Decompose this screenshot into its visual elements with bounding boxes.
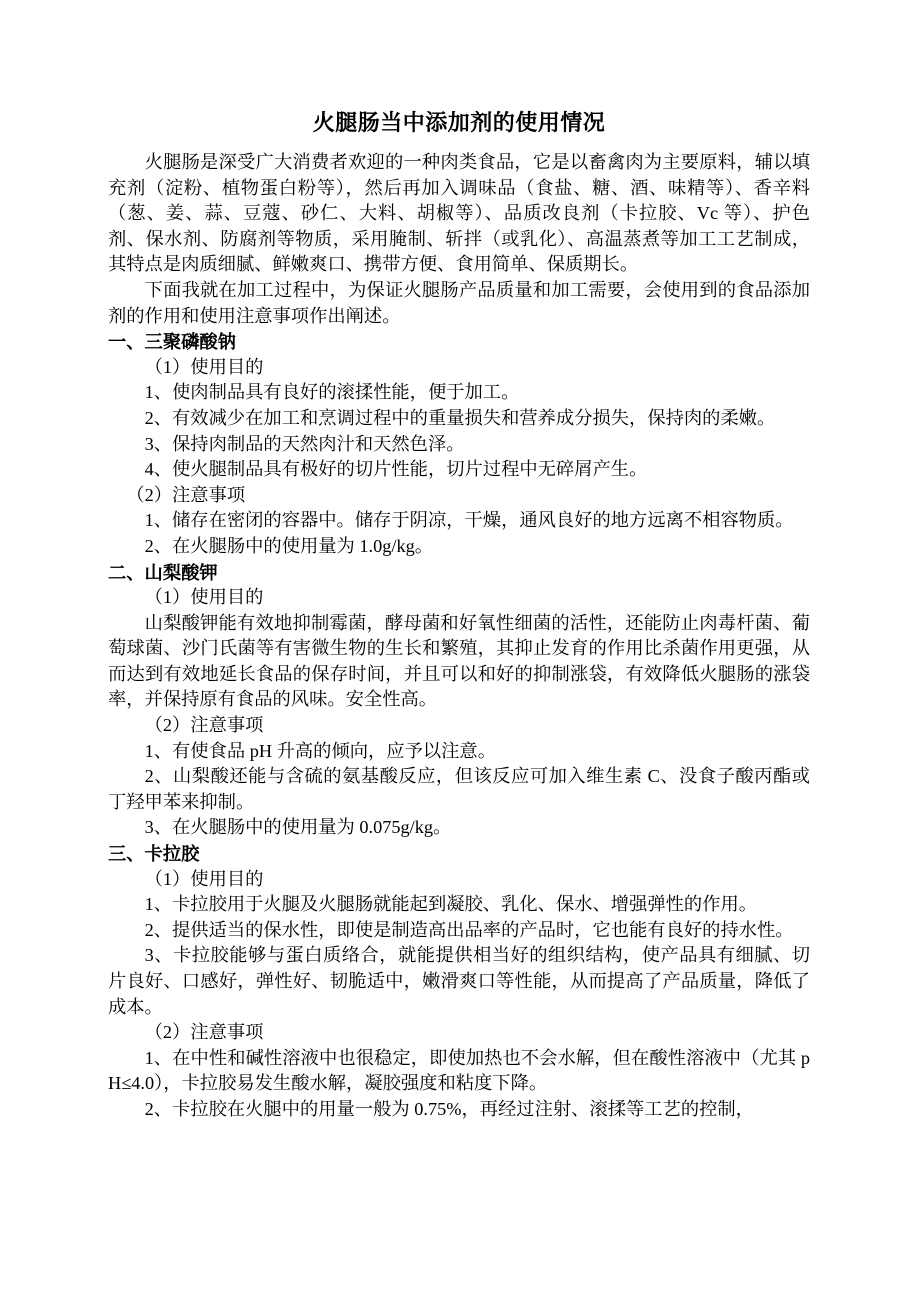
purpose-paragraph: 山梨酸钾能有效地抑制霉菌，酵母菌和好氧性细菌的活性，还能防止肉毒杆菌、葡萄球菌、沙门氏菌等有害微生物的生长和繁殖，其抑止发育的作用比杀菌作用更强，从而达到有效地延长食品的保存时间，并且可以和好的抑制涨袋，有效降低火腿肠的涨袋率，并保持原有食品的风味。安全性高。 [108, 612, 810, 710]
list-item: 2、山梨酸还能与含硫的氨基酸反应，但该反应可加入维生素 C、没食子酸丙酯或丁羟甲苯来抑制。 [108, 766, 810, 812]
subsection-notes-label: （2）注意事项 [144, 715, 264, 736]
list-item: 2、有效减少在加工和烹调过程中的重量损失和营养成分损失，保持肉的柔嫩。 [144, 407, 776, 428]
list-item: 2、提供适当的保水性，即使是制造高出品率的产品时，它也能有良好的持水性。 [144, 919, 794, 940]
intro-paragraph-1: 火腿肠是深受广大消费者欢迎的一种肉类食品，它是以畜禽肉为主要原料，辅以填充剂（淀粉、植物蛋白粉等），然后再加入调味品（食盐、糖、酒、味精等）、香辛料（葱、姜、蒜、豆蔻、砂仁、大料、胡椒等）、品质改良剂（卡拉胶、Vc 等）、护色剂、保水剂、防腐剂等物质，采用腌制、斩拌（或乳化）、高温蒸煮等加工工艺制成，其特点是肉质细腻、鲜嫩爽口、携带方便、食用简单、保质期长。 [108, 152, 810, 275]
page-title: 火腿肠当中添加剂的使用情况 [312, 110, 606, 135]
list-item: 1、在中性和碱性溶液中也很稳定，即使加热也不会水解，但在酸性溶液中（尤其 pH≤4.0），卡拉胶易发生酸水解，凝胶强度和粘度下降。 [108, 1047, 810, 1094]
list-item: 1、储存在密闭的容器中。储存于阴凉，干燥，通风良好的地方远离不相容物质。 [144, 510, 794, 531]
section-sodium-tripolyphosphate [108, 329, 810, 559]
list-item: 3、卡拉胶能够与蛋白质络合，就能提供相当好的组织结构，使产品具有细腻、切片良好、口感好，弹性好、韧脆适中，嫩滑爽口等性能，从而提高了产品质量，降低了成本。 [108, 945, 810, 1017]
intro-paragraph-2: 下面我就在加工过程中，为保证火腿肠产品质量和加工需要，会使用到的食品添加剂的作用和使用注意事项作出阐述。 [108, 279, 810, 326]
subsection-purpose-label: （1）使用目的 [144, 356, 264, 377]
subsection-purpose-label: （1）使用目的 [144, 868, 264, 889]
list-item: 3、在火腿肠中的使用量为 0.075g/kg。 [144, 817, 452, 838]
section-heading: 三、卡拉胶 [108, 843, 200, 865]
subsection-notes-label: （2）注意事项 [126, 484, 246, 505]
list-item: 1、有使食品 pH 升高的倾向，应予以注意。 [144, 740, 496, 761]
list-item: 4、使火腿制品具有极好的切片性能，切片过程中无碎屑产生。 [144, 459, 648, 480]
list-item: 2、在火腿肠中的使用量为 1.0g/kg。 [144, 535, 434, 556]
section-heading: 一、三聚磷酸钠 [108, 331, 236, 353]
list-item: 1、使肉制品具有良好的滚揉性能，便于加工。 [144, 382, 520, 403]
subsection-notes-label: （2）注意事项 [144, 1022, 264, 1043]
subsection-purpose-label: （1）使用目的 [144, 587, 264, 608]
section-heading: 二、山梨酸钾 [108, 561, 218, 583]
list-item: 2、卡拉胶在火腿中的用量一般为 0.75%，再经过注射、滚揉等工艺的控制， [144, 1098, 754, 1119]
section-potassium-sorbate [108, 560, 810, 842]
list-item: 1、卡拉胶用于火腿及火腿肠就能起到凝胶、乳化、保水、增强弹性的作用。 [144, 894, 758, 915]
list-item: 3、保持肉制品的天然肉汁和天然色泽。 [144, 433, 465, 454]
section-carrageenan [108, 841, 810, 1123]
